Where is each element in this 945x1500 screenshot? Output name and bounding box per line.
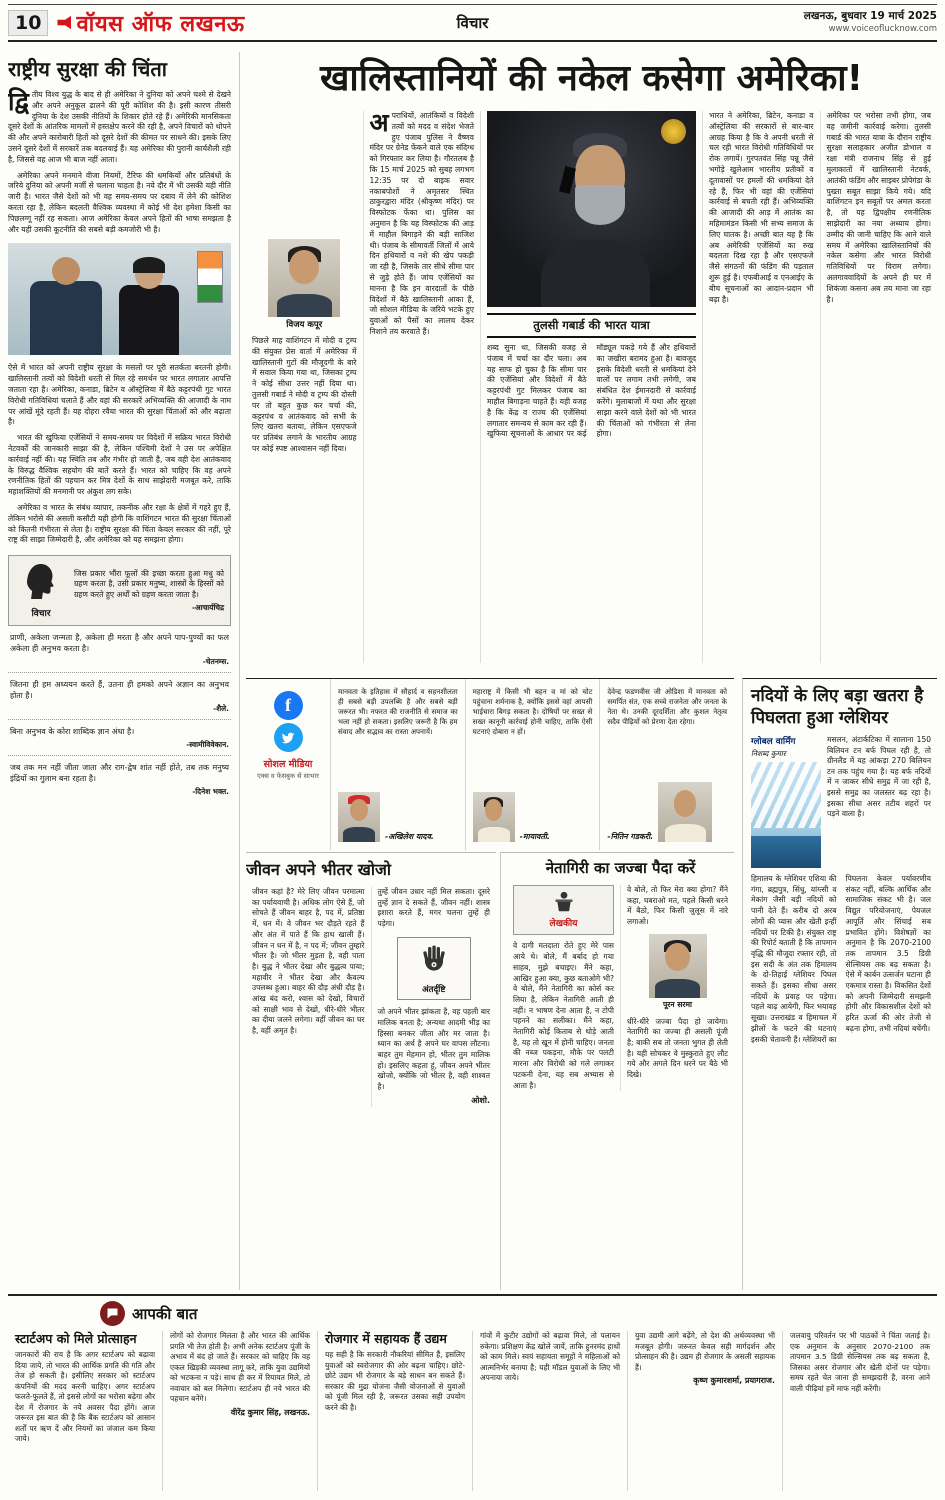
main-col-1: [246, 111, 363, 663]
puran-sarma-block: [649, 934, 707, 1011]
social-card-gadkari: [599, 679, 734, 850]
figure-head: [135, 261, 163, 289]
author-block: [268, 239, 340, 330]
letters-title: आपकी बात: [132, 1304, 198, 1323]
gadkari-photo: [658, 782, 712, 842]
hamsa-hand-icon: [419, 944, 449, 978]
speech-bubble-icon: [100, 1301, 125, 1326]
letter-text: लोगों को रोजगार मिलता है और भारत की आर्थिक प्रगति भी तेज होती है। अभी अनेक स्टार्टअप पूंजी के अभाव में बंद हो जाते हैं। सरकार को चाहिए कि वह एकल खिड़की व्यवस्था लागू करे, ताकि युवा उद्यमियों को भटकना न पड़े। साथ ही कर में रियायत मिले, तो नवाचार को बल मिलेगा। स्टार्टअप ही नये भारत की पहचान बनेंगे।: [170, 1331, 310, 1403]
official-figure-left: [30, 281, 102, 355]
social-card-footer: [607, 782, 727, 842]
photo-face: [350, 799, 368, 821]
photo-beard: [575, 185, 625, 225]
paragraph-text: तीय विश्व युद्ध के बाद से ही अमेरिका ने दुनिया को अपने चश्मे से देखने और अपने अनुकूल ढालने की पूरी कोशिश की है। इसी कारण तीसरी दुनिया के देश उसकी नीतियों के शिकार होते रहे हैं। अमेरिकी मानसिकता दूसरे देशों के आंतरिक मामलों में हस्तक्षेप करने की रही है, अपने विचारों को थोपने की और अपने कारोबारी हितों को दूसरे देशों की कीमत पर साधने की। इसके लिए उसने दूसरे देशों में सरकारें तक बदलवाई हैं। यह अमेरिका की पुरानी कार्यशैली रही है, जिससे वह आज भी बाज नहीं आता।: [8, 90, 231, 164]
page-header: [8, 4, 937, 42]
puran-sarma-photo: [649, 934, 707, 998]
netagiri-col-1: [507, 885, 620, 1091]
handshake-photo: [8, 243, 231, 355]
letter-text: युवा उद्यमी आगे बढ़ेंगे, तो देश की अर्थव्यवस्था भी मजबूत होगी। जरूरत केवल सही मार्गदर्शन और प्रोत्साहन की है। उद्यम ही रोजगार के असली सहायक हैं।: [635, 1331, 775, 1372]
photo-torso: [541, 240, 650, 307]
social-card-mayawati: [465, 679, 600, 850]
main-article-text: [370, 111, 475, 338]
photo-face: [665, 943, 689, 971]
netagiri-columns: [507, 885, 734, 1091]
photo-face: [289, 250, 319, 284]
glacier-article: [742, 678, 937, 1290]
antardrishti-label: अंतर्दृष्टि: [422, 984, 446, 995]
letter-col-4: [472, 1331, 627, 1491]
glacier-author: निशब्द कुमार: [751, 749, 786, 758]
vichar-author: -आचार्यचिद्र: [191, 602, 224, 612]
megaphone-icon: [57, 16, 71, 30]
drop-cap: अ: [369, 111, 389, 137]
subhead-box: तुलसी गबार्ड की भारत यात्रा: [487, 313, 696, 338]
jeevan-columns: [246, 887, 496, 1107]
official-figure-right: [119, 285, 179, 355]
netagiri-text: धीरे-धीरे जज्बा पैदा हो जायेगा। नेतागिरी का जज्बा ही असली पूंजी है; बाकी सब तो जनता भुगत ही लेती है। यही सोचकर वे मुस्कुराते हुए लौट गये और अगले दिन धरने पर बैठे भी दिखे।: [627, 1016, 728, 1080]
letters-section: [8, 1294, 937, 1496]
vichar-icon-block: [15, 562, 67, 619]
facebook-icon: f: [274, 691, 303, 720]
left-article-paragraph: भारत की खुफिया एजेंसियों ने समय-समय पर विदेशों में सक्रिय भारत विरोधी नेटवर्कों की जानकारी साझा की है, लेकिन पश्चिमी देशों ने उस पर अपेक्षित कार्रवाई नहीं की। यह स्थिति तब और गंभीर हो जाती है, जब वही देश आतंकवाद के विरुद्ध वैश्विक सहयोग की बातें करते हैं। भारत को चाहिए कि वह अपने रणनीतिक हितों की पहचान कर मित्र देशों के साथ साझेदारी मजबूत करे, ताकि महाशक्तियों की मनमानी पर अंकुश लग सके।: [8, 433, 231, 497]
netagiri-title: नेतागिरी का जज्बा पैदा करें: [545, 859, 696, 877]
lekhkiya-label: लेखकीय: [549, 918, 578, 929]
main-article: [246, 52, 937, 674]
quote-text: प्राणी, अकेला जन्मता है, अकेला ही मरता है और अपने पाप-पुण्यों का फल अकेला ही अनुभव करता है।: [10, 633, 229, 654]
social-quote: महाराष्ट्र में किसी भी बहन व मां को चोट पहुंचाना शर्मनाक है, क्योंकि इससे वहां आपसी भाईचारा बिगड़ सकता है। दोषियों पर सख्त से सख्त कानूनी कार्रवाई होनी चाहिए, ताकि ऐसी घटनाएं दोबारा न हों।: [472, 687, 593, 736]
glacier-photo-block: [751, 735, 821, 868]
quote-item: [8, 672, 231, 719]
letter-2-title: रोजगार में सहायक हैं उद्यम: [325, 1331, 447, 1346]
author-photo: [268, 239, 340, 317]
pannun-photo: [487, 111, 696, 307]
akhilesh-photo: [338, 792, 380, 842]
social-quote-author: -अखिलेश यादव.: [385, 832, 434, 841]
social-quote: देवेन्द्र फडणवीस जी ओडिशा में मानवता को समर्पित संत, एक सच्चे राजनेता और जनता के नेता थे। उनकी दूरदर्शिता और कुशल नेतृत्व सदैव पीढ़ियों को प्रेरणा देता रहेगा।: [607, 687, 728, 726]
paragraph-text: पराधियों, आतंकियों व विदेशी तत्वों को मदद व संदेश भेजते हुए पंजाब पुलिस ने वैष्णव मंदिर पर ग्रेनेड फेंकने वाले एक संदिग्ध को गिरफ्तार कर लिया है। गौरतलब है कि 15 मार्च 2025 को सुबह लगभग 12:35 पर दो बाइक सवार नकाबपोशों ने अमृतसर स्थित ठाकुरद्वारा मंदिर (श्रीकृष्ण मंदिर) पर विस्फोटक फेंका था। पुलिस का अनुमान है कि यह विस्फोटक की आड़ में माहौल बिगाड़ने की बड़ी साजिश थी। पंजाब के सीमावर्ती जिलों में आये दिन हथियारों व नशे की खेप पकड़ी जा रही है, जिसके तार सीधे सीमा पार से जुड़े होते हैं। जांच एजेंसियों का मानना है कि इन वारदातों के पीछे विदेशों में बैठे खालिस्तानी आका हैं, जो सोशल मीडिया के जरिये भटके हुए युवाओं को पैसों का लालच देकर निशाने तय करवाते हैं।: [369, 111, 474, 336]
lekhkiya-box: [513, 885, 614, 935]
main-article-text: भारत ने अमेरिका, ब्रिटेन, कनाडा व ऑस्ट्रेलिया की सरकारों से बार-बार आग्रह किया है कि वे अपनी धरती से चल रही भारत विरोधी गतिविधियों पर रोक लगायें। गुरपतवंत सिंह पन्नू जैसे भगोड़े खुलेआम भारतीय प्रतीकों व दूतावासों पर हमलों की धमकियां देते रहे हैं, फिर भी वहां की एजेंसियां कार्रवाई से बचती रही हैं। अभिव्यक्ति की आजादी की आड़ में आतंक का महिमामंडन किसी भी सभ्य समाज के लिए घातक है। अच्छी बात यह है कि अब अमेरिकी एजेंसियों का रुख बदलता दिख रहा है और एसएफजे जैसे संगठनों की फंडिंग की पड़ताल शुरू हुई है। एफबीआई व एनआईए के बीच सूचनाओं का आदान-प्रदान भी बढ़ा है।: [709, 111, 814, 304]
social-media-title: सोशल मीडिया: [263, 759, 313, 770]
main-article-columns: [246, 111, 937, 663]
letter-text: जलवायु परिवर्तन पर भी पाठकों ने चिंता जताई है। एक अनुमान के अनुसार 2070-2100 तक तापमान 3.5 डिग्री सेल्सियस तक बढ़ सकता है, जिसका असर रोजगार और खेती दोनों पर पड़ेगा। समय रहते चेत जाना ही समझदारी है, वरना आने वाली पीढ़ियां हमें माफ नहीं करेंगी।: [790, 1331, 930, 1393]
jeevan-title: जीवन अपने भीतर खोजो: [246, 860, 391, 879]
head-profile-icon: [22, 562, 60, 600]
quote-text: जब तक मन नहीं जीता जाता और राग-द्वेष शांत नहीं होते, तब तक मनुष्य इंद्रियों का गुलाम बना रहता है।: [10, 763, 229, 784]
author-name: विजय कपूर: [286, 320, 323, 330]
left-article-paragraph: [8, 87, 231, 166]
letter-1-title: स्टार्टअप को मिले प्रोत्साहन: [15, 1331, 137, 1346]
main-col-photo: [480, 111, 702, 663]
social-media-band: [246, 678, 734, 850]
social-card-footer: [338, 792, 458, 842]
puran-sarma-caption: पूरन सरमा: [662, 999, 693, 1009]
quote-item: [8, 755, 231, 802]
vichar-quote-box: [8, 555, 231, 626]
letter-2-signature: कृष्ण कुमारशर्मा, प्रयागराज.: [693, 1376, 775, 1385]
letters-header: [100, 1301, 937, 1326]
netagiri-text: वे दागी मतदाता रोते हुए मेरे पास आये थे। बोले, मैं बर्बाद हो गया साहब, मुझे बचाइए। मैंने कहा, आखिर हुआ क्या, कुछ बताओगे भी? वे बोले, मैंने नेतागिरी का कोर्स कर लिया है, लेकिन नेतागिरी आती ही नहीं। न भाषण देना आता है, न टोपी पहनने का सलीका। मैंने कहा, नेतागिरी कोई किताब से थोड़े आती है, यह तो खून में होनी चाहिए। जनता की नब्ज पकड़ना, मौके पर पलटी मारना और विरोधी को गले लगाकर पटकनी देना, यह सब अभ्यास से आता है।: [513, 941, 614, 1090]
letter-1-signature: वीरेंद्र कुमार सिंह, लखनऊ.: [230, 1407, 310, 1417]
jeevan-signature: ओशो.: [471, 1095, 490, 1105]
quote-text: बिना अनुभव के कोरा शाब्दिक ज्ञान अंधा है।: [10, 727, 135, 737]
social-quote: मानवता के इतिहास में सौहार्द व सहनशीलता ही सबसे बड़ी उपलब्धि है और सबसे बड़ी जरूरत भी। नफरत की राजनीति से समाज का भला नहीं हो सकता। इसलिए जरूरी है कि हम संवाद और सद्भाव का रास्ता अपनायें।: [338, 687, 458, 736]
main-col-6: [820, 111, 938, 663]
glacier-photo: [751, 762, 821, 868]
netagiri-article: [500, 852, 734, 1290]
jeevan-col-1: जीवन कहां है? मेरे लिए जीवन परमात्मा का पर्यायवाची है। अधिक लोग ऐसे हैं, जो सोचते हैं जीवन बाहर है, पद में, प्रतिष्ठा में, धन में। वे जीवन भर दौड़ते रहते हैं और अंत में पाते हैं कि हाथ खाली हैं। जीवन न धन में है, न पद में; जीवन तुम्हारे भीतर है। जो भीतर मुड़ता है, वही पाता है। बुद्ध ने भीतर देखा और बुद्धत्व पाया; महावीर ने भीतर देखा और कैवल्य उपलब्ध हुआ। बाहर की दौड़ अंधी दौड़ है। आंख बंद करो, श्वास को देखो, विचारों को साक्षी भाव से देखो, धीरे-धीरे भीतर का दीया जलने लगेगा। वहीं जीवन का घर है, वहीं अमृत है।: [252, 887, 365, 1036]
left-article-paragraph: अमेरिका व भारत के संबंध व्यापार, तकनीक और रक्षा के क्षेत्रों में गहरे हुए हैं, लेकिन भरोसे की असली कसौटी यही होगी कि वाशिंगटन भारत की सुरक्षा चिंताओं को कितनी गंभीरता से लेता है। राष्ट्रीय सुरक्षा की चिंता केवल सरकार की नहीं, पूरे राष्ट्र की साझा जिम्मेदारी है, और अमेरिका को यह समझना होगा।: [8, 502, 231, 545]
left-article-title: राष्ट्रीय सुरक्षा की चिंता: [8, 57, 167, 81]
letter-col-1: [8, 1331, 162, 1491]
photo-torso: [343, 827, 375, 842]
letters-columns: [8, 1331, 937, 1491]
netagiri-text: वे बोले, तो फिर मेरा क्या होगा? मैंने कहा, घबराओ मत, पहले किसी धरने में बैठो, फिर किसी जुलूस में नारे लगाओ।: [627, 885, 728, 927]
left-article-paragraph: ऐसे में भारत को अपनी राष्ट्रीय सुरक्षा के मसलों पर पूरी सतर्कता बरतनी होगी। खालिस्तानी तत्वों को विदेशी धरती से मिल रहे समर्थन पर भारत लगातार आपत्ति जताता रहा है। अमेरिका, कनाडा, ब्रिटेन व ऑस्ट्रेलिया में बैठे कट्टरपंथी गुट भारत विरोधी गतिविधियां चलाते हैं और वहां की सरकारें अभिव्यक्ति की आजादी के नाम पर आंखें मूंदे रहती हैं। यह दोहरा रवैया भारत की सुरक्षा चिंताओं को और बढ़ाता है।: [8, 363, 231, 427]
vichar-quote: जिस प्रकार भौंरा फूलों की इच्छा करता हुआ मधु को ग्रहण करता है, उसी प्रकार मनुष्य, शास्त्रों के हिस्सों को ग्रहण करते हुए अर्थों को ग्रहण करता जाता है।: [74, 568, 224, 599]
photo-face: [485, 799, 503, 821]
quote-author: -चेतनम्स.: [202, 657, 229, 667]
letter-text: गांवों में कुटीर उद्योगों को बढ़ावा मिले, तो पलायन रुकेगा। प्रशिक्षण केंद्र खोले जायें, ताकि हुनरमंद हाथों को काम मिले। स्वयं सहायता समूहों ने महिलाओं को आत्मनिर्भर बनाया है; यही मॉडल युवाओं के लिए भी अपनाया जाये।: [480, 1331, 620, 1382]
antardrishti-box: [397, 937, 471, 1000]
vichar-label: विचार: [31, 609, 51, 620]
india-flag: [197, 251, 223, 303]
main-col-2: [363, 111, 481, 663]
letter-col-2: [162, 1331, 317, 1491]
glacier-body-columns: [751, 874, 931, 1045]
glacier-kicker: ग्लोबल वार्मिंग: [751, 737, 796, 747]
quote-author: -शैले.: [213, 704, 229, 714]
left-article-paragraph: अमेरिका अपने मनमाने वीजा नियमों, टैरिफ की धमकियों और प्रतिबंधों के जरिये दुनिया को अपनी मर्जी से चलाना चाहता है। नये दौर में भी उसकी यही नीति जारी है। भारत जैसे देशों को भी वह समय-समय पर दबाव में लेने की कोशिश करता रहा है, लेकिन बदलती वैश्विक व्यवस्था में कोई भी देश हमेशा किसी का पिछलग्गू नहीं रह सकता। आज अमेरिका केवल अपने हितों की भाषा समझता है और यही उसकी कूटनीति की सबसे बड़ी कमजोरी भी है।: [8, 170, 231, 234]
podium-icon: [551, 891, 577, 913]
jeevan-col-2: [371, 887, 497, 1107]
quote-text: जितना ही हम अध्ययन करते हैं, उतना ही हमको अपने अज्ञान का अनुभव होता है।: [10, 680, 229, 701]
main-article-text: पिछले माह वाशिंगटन में मोदी व ट्रम्प की संयुक्त प्रेस वार्ता में अमेरिका में खालिस्तानी गुटों की मौजूदगी के बारे में सवाल किया गया था, जिसका ट्रम्प ने कोई सीधा उत्तर नहीं दिया था। तुलसी गबार्ड ने मोदी व ट्रम्प की दोस्ती पर तो बहुत कुछ कर चर्चा की, कट्टरपंथ व आतंकवाद को सभी के लिए खतरा बताया, लेकिन एसएफजे पर प्रतिबंध लगाने के भारतीय आग्रह पर कोई स्पष्ट आश्वासन नहीं दिया।: [252, 336, 357, 453]
letter-text: जानकारों की राय है कि अगर स्टार्टअप को बढ़ावा दिया जाये, तो भारत की आर्थिक प्रगति की गति और तेज हो सकती है। इसीलिए सरकार को स्टार्टअप कंपनियों की मदद करनी चाहिए। अगर स्टार्टअप फलते-फूलते हैं, तो इससे लोगों का भरोसा बढ़ेगा और देश में रोजगार के नये अवसर पैदा होंगे। आज जरूरत इस बात की है कि बैंक स्टार्टअप को आसान शर्तों पर ऋण दें और नियमों का जंजाल कम किया जाये।: [15, 1350, 156, 1443]
drop-cap: द्वि: [8, 87, 29, 116]
vichar-content: [74, 569, 224, 613]
mayawati-photo: [473, 792, 515, 842]
jeevan-article: [246, 852, 496, 1290]
page-number: 10: [8, 10, 48, 36]
photo-torso: [665, 824, 706, 842]
social-quote-author: -नितिन गडकरी.: [607, 832, 654, 841]
glacier-text: ग्लेशियरों का पिघलना केवल पर्यावरणीय संकट नहीं, बल्कि आर्थिक और सामाजिक संकट भी है। जल विद्युत परियोजनाएं, पेयजल आपूर्ति और सिंचाई सब प्रभावित होंगे। विशेषज्ञों का अनुमान है कि 2070-2100 तक तापमान 3.5 डिग्री सेल्सियस तक बढ़ सकता है। ऐसे में कार्बन उत्सर्जन घटाना ही एकमात्र रास्ता है। विकसित देशों को अपनी जिम्मेदारी समझनी होगी और विकासशील देशों को हरित ऊर्जा की ओर तेजी से बढ़ना होगा, तभी नदियां बचेंगी।: [802, 874, 931, 1044]
social-card-akhilesh: [330, 679, 465, 850]
quote-author: -दिनेश भक्त.: [192, 787, 229, 797]
website-url: www.voiceoflucknow.com: [828, 23, 937, 34]
main-col-5: [702, 111, 820, 663]
left-column-article: [8, 52, 240, 1290]
photo-emblem: [661, 119, 686, 144]
social-media-subtitle: एक्स व फेसबुक से साभार: [257, 772, 319, 780]
twitter-icon: [274, 723, 303, 752]
jeevan-text: जो अपने भीतर झांकता है, वह पहली बार मालिक बनता है; अन्यथा आदमी भीड़ का हिस्सा बनकर जीता और मर जाता है। ध्यान का अर्थ है अपने घर वापस लौटना। बाहर तुम मेहमान हो, भीतर तुम मालिक हो। इसलिए कहता हूं, जीवन अपने भीतर खोजो, क्योंकि जो भीतर है, वही शाश्वत है।: [377, 1007, 490, 1092]
letter-col-5: [627, 1331, 782, 1491]
social-card-footer: [473, 792, 593, 842]
jeevan-text: तुम्हें जीवन उधार नहीं मिल सकता। दूसरे तुम्हें ज्ञान दे सकते हैं, जीवन नहीं। शास्त्र इशारा करते हैं, मगर चलना तुम्हें ही पड़ेगा।: [377, 887, 490, 929]
twitter-bird-glyph: [280, 730, 296, 746]
glacier-top-row: [751, 735, 931, 868]
section-title: विचार: [456, 13, 489, 32]
glacier-text: हिमालय के ग्लेशियर एशिया की गंगा, ब्रह्मपुत्र, सिंधु, यांग्त्सी व मेकांग जैसी बड़ी नदियों को पानी देते हैं। करीब दो अरब लोगों की प्यास और खेती इन्हीं नदियों पर टिकी है। संयुक्त राष्ट्र की रिपोर्ट बताती है कि तापमान वृद्धि की मौजूदा रफ्तार रही, तो इस सदी के अंत तक हिमालय के दो-तिहाई ग्लेशियर पिघल सकते हैं। इसका सीधा असर नदियों के प्रवाह पर पड़ेगा। पहले बाढ़ आयेगी, फिर भयावह सूखा। उत्तराखंड व हिमाचल में झीलों के फटने की घटनाएं इसकी चेतावनी हैं।: [751, 874, 837, 1044]
quote-item: [8, 626, 231, 672]
column-spacer: [252, 111, 357, 239]
main-article-text: शब्द सुना था, जिसकी वजह से पंजाब में चर्चा का दौर चला। अब यह साफ हो चुका है कि सीमा पार की एजेंसियां और विदेशों में बैठे कट्टरपंथी गुट मिलकर पंजाब का माहौल बिगाड़ना चाहते हैं। यही वजह है कि केंद्र व राज्य की एजेंसियां लगातार समन्वय से काम कर रही हैं। खुफिया सूचनाओं के आधार पर कई मॉड्यूल पकड़े गये हैं और हथियारों का जखीरा बरामद हुआ है। बावजूद इसके विदेशी धरती से धमकियां देने वालों पर लगाम तभी लगेगी, जब संबंधित देश ईमानदारी से कार्रवाई करेंगे। मुलाबाजों में यथा और सुरक्षा साझा करने वाले देशों को भी भारत की चिंताओं को गंभीरता से लेना होगा।: [487, 343, 696, 439]
photo-face: [674, 790, 697, 816]
letter-col-3: [317, 1331, 472, 1491]
main-article-text: अमेरिका पर भरोसा तभी होगा, जब वह जमीनी कार्रवाई करेगा। तुलसी गबार्ड की भारत यात्रा के दौरान राष्ट्रीय सुरक्षा सलाहकार अजीत डोभाल व रक्षा मंत्री राजनाथ सिंह से हुई मुलाकातों में खालिस्तानी नेटवर्क, आतंकी फंडिंग और साइबर प्रोपेगंडा के पुख्ता सबूत साझा किये गये। यदि वाशिंगटन इन सबूतों पर अमल करता है, तो यह द्विपक्षीय रणनीतिक साझेदारी का नया अध्याय होगा। उम्मीद की जानी चाहिए कि आने वाले समय में अमेरिका खालिस्तानियों की नकेल कसेगा और भारत विरोधी गतिविधियों पर विराम लगेगा। अलगाववादियों के अपने ही घर में शिकंजा कसना अब तय माना जा रहा है।: [826, 111, 931, 304]
figure-head: [52, 257, 80, 285]
masthead: वॉयस ऑफ लखनऊ: [76, 11, 245, 37]
dateline: लखनऊ, बुधवार 19 मार्च 2025: [803, 9, 937, 22]
letter-col-6: [782, 1331, 937, 1491]
glacier-lead-text: मसलन, अंटार्कटिका में सालाना 150 बिलियन टन बर्फ पिघल रही है, तो ग्रीनलैंड में यह आंकड़ा 270 बिलियन टन तक पहुंच गया है। यह बर्फ नदियों में न जाकर सीधे समुद्र में जा रही है, इससे समुद्र का जलस्तर बढ़ रहा है। इसका सीधा असर तटीय शहरों पर पड़ने वाला है।: [827, 735, 931, 819]
social-quote-author: -मायावती.: [519, 832, 550, 841]
photo-torso: [277, 294, 332, 317]
social-media-label-box: [246, 679, 330, 850]
letter-text: यह सही है कि सरकारी नौकरियां सीमित हैं, इसलिए युवाओं को स्वरोजगार की ओर बढ़ना चाहिए। छोटे-छोटे उद्यम भी रोजगार के बड़े साधन बन सकते हैं। सरकार की मुद्रा योजना जैसी योजनाओं से युवाओं को पूंजी मिल रही है, जरूरत उसका सही उपयोग करने की है।: [325, 1350, 465, 1412]
glacier-headline: नदियों के लिए बड़ा खतरा है पिघलता हुआ ग्लेशियर: [751, 686, 924, 728]
quote-author: -स्वामीविवेकान.: [186, 740, 229, 750]
quote-item: [8, 719, 231, 755]
date-block: [804, 10, 937, 36]
photo-torso: [478, 827, 510, 842]
netagiri-col-2: [620, 885, 734, 1091]
main-headline: खालिस्तानियों की नकेल कसेगा अमेरिका!: [319, 58, 864, 99]
photo-phone: [559, 166, 576, 194]
photo-torso: [655, 979, 699, 998]
speech-bubble-glyph: [105, 1306, 120, 1321]
